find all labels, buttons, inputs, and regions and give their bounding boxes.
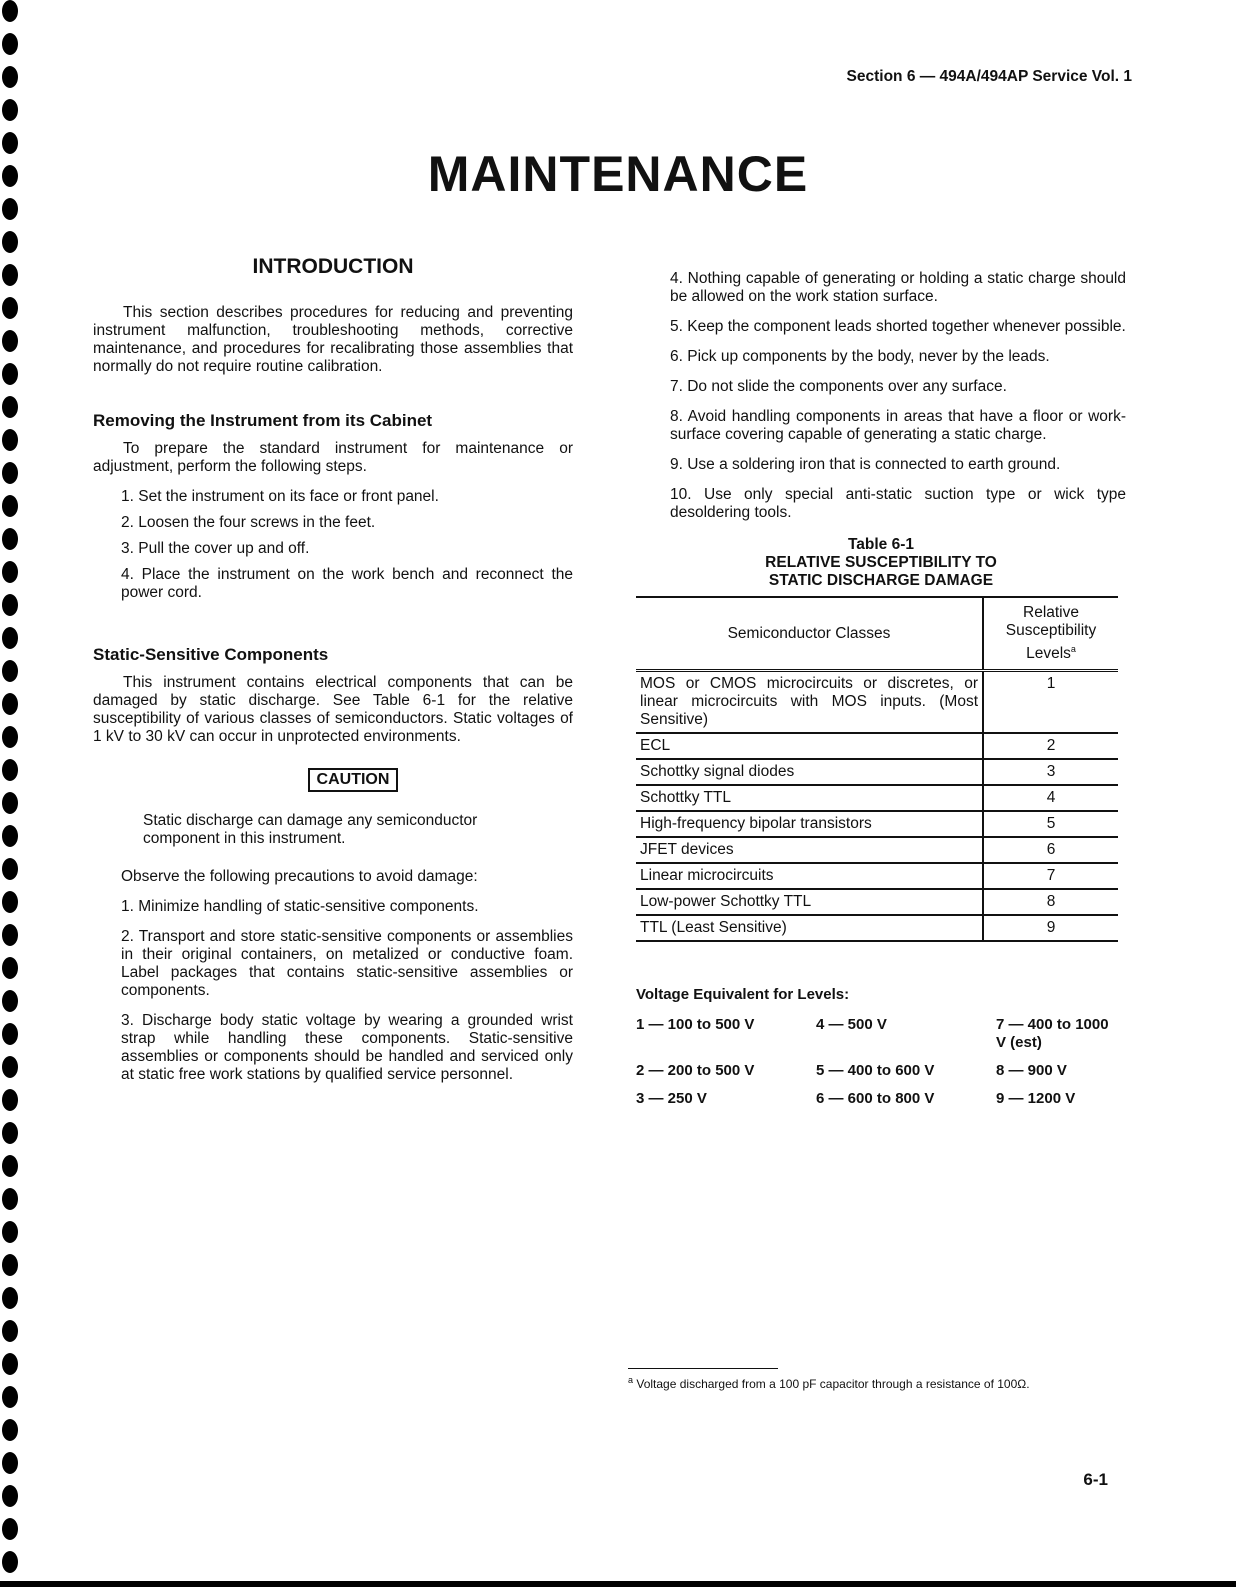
binder-hole bbox=[2, 528, 18, 550]
footnote-text: Voltage discharged from a 100 pF capacitor through a resistance of 100Ω. bbox=[636, 1377, 1030, 1391]
removing-step: 4. Place the instrument on the work bench and reconnect the power cord. bbox=[121, 566, 573, 601]
precaution-item: 1. Minimize handling of static-sensitive components. bbox=[121, 898, 479, 915]
table-row bbox=[636, 811, 1118, 837]
class-cell: High-frequency bipolar transistors bbox=[636, 811, 983, 837]
binder-hole bbox=[2, 1485, 18, 1507]
removing-step: 2. Loosen the four screws in the feet. bbox=[121, 514, 376, 531]
binder-hole bbox=[2, 1353, 18, 1375]
binder-hole bbox=[2, 264, 18, 286]
precaution-item: 8. Avoid handling components in areas that have a floor or work-surface covering capable of generating a static charge. bbox=[670, 408, 1126, 443]
level-cell: 1 bbox=[983, 671, 1118, 734]
binder-hole bbox=[2, 1056, 18, 1078]
binder-hole bbox=[2, 1023, 18, 1045]
class-cell: Schottky signal diodes bbox=[636, 759, 983, 785]
binder-hole bbox=[2, 627, 18, 649]
voltage-item: 7 — 400 to 1000 V (est) bbox=[996, 1016, 1109, 1052]
binder-hole bbox=[2, 1254, 18, 1276]
caution-label: CAUTION bbox=[308, 768, 399, 792]
binder-hole bbox=[2, 561, 18, 583]
precaution-item: 2. Transport and store static-sensitive components or assemblies in their original containers, on metalized or conductive foam. Label packages that contains static-sensitive assemblies or components. bbox=[121, 928, 573, 999]
binder-hole bbox=[2, 858, 18, 880]
binder-hole bbox=[2, 0, 18, 22]
table-number: Table 6-1 bbox=[847, 536, 915, 553]
table-row bbox=[636, 837, 1118, 863]
class-cell: Schottky TTL bbox=[636, 785, 983, 811]
level-cell: 6 bbox=[983, 837, 1118, 863]
binder-hole bbox=[2, 429, 18, 451]
intro-paragraph: This section describes procedures for reducing and preventing instrument malfunction, troubleshooting methods, corrective maintenance, and procedures for recalibrating those assemblies that normally do not require routine calibration. bbox=[93, 304, 573, 375]
precaution-item: 4. Nothing capable of generating or holding a static charge should be allowed on the work station surface. bbox=[670, 270, 1126, 305]
class-cell: Linear microcircuits bbox=[636, 863, 983, 889]
binder-hole bbox=[2, 825, 18, 847]
precaution-item: 9. Use a soldering iron that is connected to earth ground. bbox=[670, 456, 1061, 473]
binder-hole bbox=[2, 1089, 18, 1111]
voltage-item: 9 — 1200 V bbox=[996, 1090, 1076, 1108]
table-row bbox=[636, 889, 1118, 915]
voltage-item: 1 — 100 to 500 V bbox=[636, 1016, 755, 1034]
voltage-grid bbox=[636, 1016, 1126, 1108]
right-column bbox=[636, 270, 1126, 1108]
binder-hole bbox=[2, 330, 18, 352]
precaution-item: 6. Pick up components by the body, never by the leads. bbox=[670, 348, 1050, 365]
binder-hole bbox=[2, 1551, 18, 1573]
binder-hole bbox=[2, 924, 18, 946]
observe-text: Observe the following precautions to avoid damage: bbox=[121, 868, 478, 885]
susceptibility-table bbox=[636, 596, 1118, 942]
table-row bbox=[636, 733, 1118, 759]
binder-hole bbox=[2, 693, 18, 715]
voltage-item: 2 — 200 to 500 V bbox=[636, 1062, 755, 1080]
level-cell: 5 bbox=[983, 811, 1118, 837]
class-cell: Low-power Schottky TTL bbox=[636, 889, 983, 915]
precaution-item: 3. Discharge body static voltage by wearing a grounded wrist strap while handling these components. Static-sensitive assemblies or components should be handled and serviced only at static free work stations by qualified service personnel. bbox=[121, 1012, 573, 1083]
precaution-item: 5. Keep the component leads shorted together whenever possible. bbox=[670, 318, 1126, 335]
level-cell: 8 bbox=[983, 889, 1118, 915]
binder-hole bbox=[2, 726, 18, 748]
binder-hole bbox=[2, 594, 18, 616]
binder-hole bbox=[2, 1188, 18, 1210]
binder-hole bbox=[2, 891, 18, 913]
caution-text: Static discharge can damage any semiconductor component in this instrument. bbox=[143, 812, 478, 847]
binder-hole bbox=[2, 990, 18, 1012]
binder-hole bbox=[2, 1419, 18, 1441]
table-row bbox=[636, 671, 1118, 734]
precaution-item: 10. Use only special anti-static suction type or wick type desoldering tools. bbox=[670, 486, 1126, 521]
binder-hole bbox=[2, 495, 18, 517]
table-row bbox=[636, 759, 1118, 785]
binder-hole bbox=[2, 1287, 18, 1309]
binder-hole bbox=[2, 1386, 18, 1408]
precaution-item: 7. Do not slide the components over any surface. bbox=[670, 378, 1007, 395]
static-heading: Static-Sensitive Components bbox=[93, 645, 329, 664]
binder-hole bbox=[2, 396, 18, 418]
table-row bbox=[636, 915, 1118, 941]
footnote-rule bbox=[628, 1368, 778, 1369]
level-cell: 7 bbox=[983, 863, 1118, 889]
removing-paragraph: To prepare the standard instrument for maintenance or adjustment, perform the following steps. bbox=[93, 440, 573, 475]
table-caption bbox=[636, 536, 1126, 590]
binder-hole bbox=[2, 33, 18, 55]
static-paragraph: This instrument contains electrical components that can be damaged by static discharge. See Table 6-1 for the relative susceptibility of various classes of semiconductors. Static voltages of 1 kV to 30 kV can occur in unprotected environments. bbox=[93, 674, 573, 745]
footnote-mark: a bbox=[1070, 644, 1076, 654]
level-cell: 4 bbox=[983, 785, 1118, 811]
bottom-border bbox=[0, 1581, 1236, 1587]
table-row bbox=[636, 785, 1118, 811]
removing-step: 3. Pull the cover up and off. bbox=[121, 540, 310, 557]
left-column bbox=[93, 255, 573, 1096]
binder-holes bbox=[0, 0, 30, 1587]
voltage-item: 5 — 400 to 600 V bbox=[816, 1062, 935, 1080]
binder-hole bbox=[2, 1155, 18, 1177]
binder-hole bbox=[2, 1518, 18, 1540]
class-cell: ECL bbox=[636, 733, 983, 759]
running-header: Section 6 — 494A/494AP Service Vol. 1 bbox=[846, 68, 1132, 85]
binder-hole bbox=[2, 1452, 18, 1474]
binder-hole bbox=[2, 363, 18, 385]
page-title: MAINTENANCE bbox=[427, 146, 809, 202]
voltage-item: 4 — 500 V bbox=[816, 1016, 887, 1034]
table-title-line1: RELATIVE SUSCEPTIBILITY TO bbox=[765, 554, 997, 571]
binder-hole bbox=[2, 1122, 18, 1144]
removing-heading: Removing the Instrument from its Cabinet bbox=[93, 411, 433, 430]
levels-header-text: Relative Susceptibility Levels bbox=[1005, 604, 1097, 663]
voltage-item: 6 — 600 to 800 V bbox=[816, 1090, 935, 1108]
table-title-line2: STATIC DISCHARGE DAMAGE bbox=[768, 572, 994, 589]
class-cell: JFET devices bbox=[636, 837, 983, 863]
table-header-levels bbox=[983, 597, 1118, 671]
level-cell: 9 bbox=[983, 915, 1118, 941]
removing-step: 1. Set the instrument on its face or front panel. bbox=[121, 488, 439, 505]
class-cell: MOS or CMOS microcircuits or discretes, or linear microcircuits with MOS inputs. (Most Sensitive) bbox=[636, 671, 983, 734]
binder-hole bbox=[2, 462, 18, 484]
binder-hole bbox=[2, 957, 18, 979]
level-cell: 2 bbox=[983, 733, 1118, 759]
binder-hole bbox=[2, 297, 18, 319]
table-header-classes: Semiconductor Classes bbox=[636, 597, 983, 671]
binder-hole bbox=[2, 1221, 18, 1243]
binder-hole bbox=[2, 759, 18, 781]
binder-hole bbox=[2, 99, 18, 121]
voltage-item: 8 — 900 V bbox=[996, 1062, 1067, 1080]
table-row bbox=[636, 863, 1118, 889]
footnote bbox=[628, 1368, 1098, 1391]
binder-hole bbox=[2, 231, 18, 253]
page-number: 6-1 bbox=[1083, 1470, 1108, 1489]
binder-hole bbox=[2, 66, 18, 88]
binder-hole bbox=[2, 792, 18, 814]
intro-heading: INTRODUCTION bbox=[252, 255, 414, 278]
level-cell: 3 bbox=[983, 759, 1118, 785]
voltage-item: 3 — 250 V bbox=[636, 1090, 707, 1108]
binder-hole bbox=[2, 1320, 18, 1342]
voltage-heading: Voltage Equivalent for Levels: bbox=[636, 986, 850, 1004]
footnote-mark: a bbox=[628, 1375, 634, 1385]
binder-hole bbox=[2, 660, 18, 682]
class-cell: TTL (Least Sensitive) bbox=[636, 915, 983, 941]
